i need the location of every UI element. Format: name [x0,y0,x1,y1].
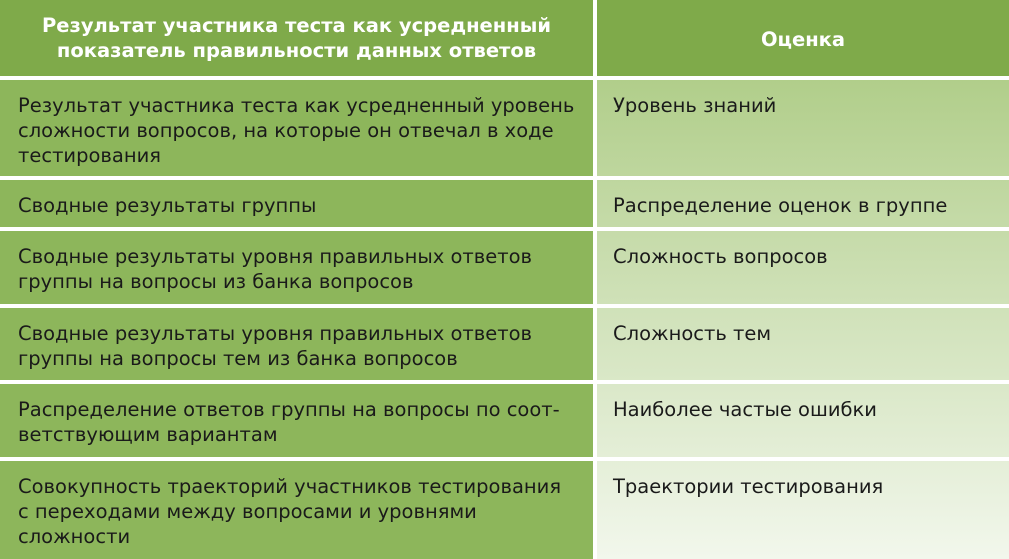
row-description-cell [0,384,593,457]
cell-value: Траектории тестирования [613,475,884,498]
table-row [0,384,1009,457]
row-description-cell [0,308,593,380]
header-cell-result [0,0,593,76]
cell-line: группы на вопросы из банка вопросов [18,270,414,293]
header-line: показатель правильности данных ответов [56,39,537,62]
cell-line: Результат участника теста как усредненный уровень [18,94,575,117]
cell-value: Распределение оценок в группе [613,194,948,217]
row-assessment-cell [597,180,1009,227]
row-description-cell [0,80,593,176]
cell-value: Уровень знаний [613,94,777,117]
table-header-row [0,0,1009,76]
cell-line: сложности [18,525,131,548]
cell-line: Сводные результаты уровня правильных ответов [18,322,533,345]
row-assessment-cell [597,80,1009,176]
cell-line: сложности вопросов, на которые он отвечал в ходе [18,119,554,142]
table-row [0,231,1009,304]
row-assessment-cell [597,231,1009,304]
table-row [0,308,1009,380]
cell-line: Сводные результаты уровня правильных ответов [18,245,533,268]
cell-line: с переходами между вопросами и уровнями [18,500,477,523]
cell-line: Совокупность траекторий участников тестирования [18,475,562,498]
cell-value: Сложность вопросов [613,245,828,268]
row-description-cell [0,461,593,559]
header-line: Результат участника теста как усредненный [41,14,552,37]
cell-line: ветствующим вариантам [18,423,278,446]
cell-value: Сложность тем [613,322,772,345]
table-row [0,180,1009,227]
row-assessment-cell [597,384,1009,457]
row-description-cell [0,180,593,227]
row-description-cell [0,231,593,304]
row-assessment-cell [597,308,1009,380]
cell-line: тестирования [18,144,162,167]
cell-line: группы на вопросы тем из банка вопросов [18,347,458,370]
cell-line: Сводные результаты группы [18,194,317,217]
cell-value: Наиболее частые ошибки [613,398,877,421]
cell-line: Распределение ответов группы на вопросы по соот- [18,398,560,421]
header-label: Оценка [760,28,846,51]
row-assessment-cell [597,461,1009,559]
header-cell-assessment [597,0,1009,76]
table-row [0,80,1009,176]
table-row [0,461,1009,559]
